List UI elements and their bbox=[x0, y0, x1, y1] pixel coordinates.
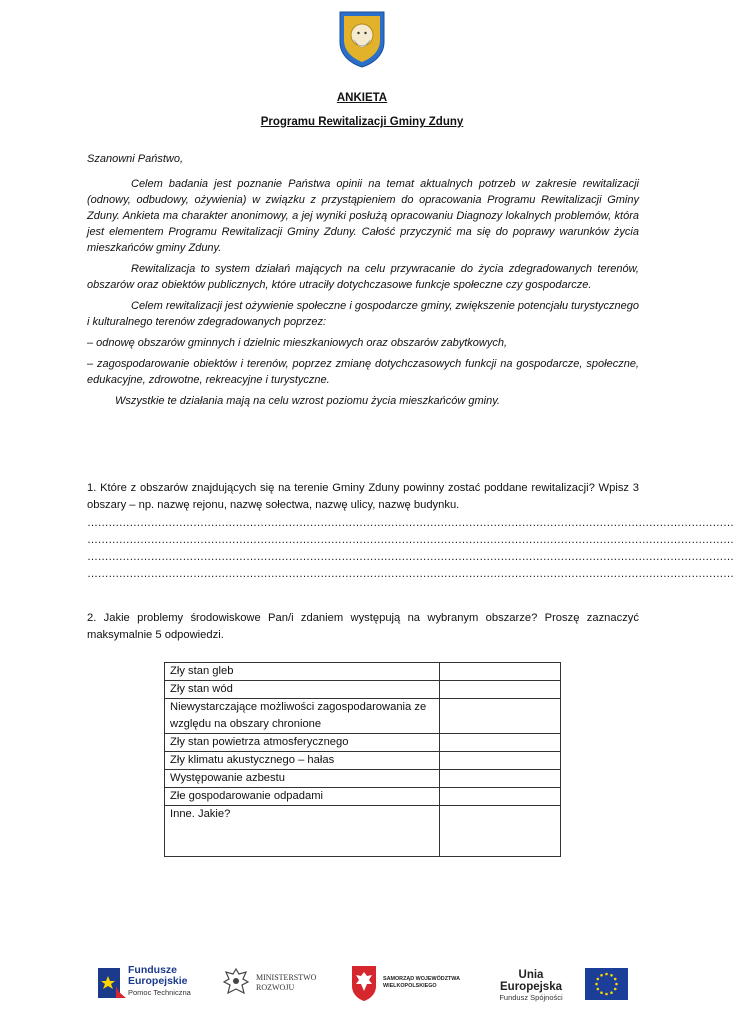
option-checkbox-cell[interactable] bbox=[440, 806, 561, 857]
options-table bbox=[164, 662, 561, 857]
intro-paragraph-3: Celem rewitalizacji jest ożywienie społeczne i gospodarcze gminy, zwiększenie potencjału turystycznego i kulturalnego terenów zdegradowanych poprzez: bbox=[87, 300, 639, 328]
zduny-coat-of-arms-icon bbox=[338, 10, 386, 68]
answer-line[interactable]: ………………………………………………………………………………………………………………………………………………………………… bbox=[87, 568, 734, 580]
ministerstwo-rozwoju-logo bbox=[222, 966, 332, 1006]
wlkp-line-1: SAMORZĄD WOJEWÓDZTWA bbox=[383, 976, 460, 982]
question-2 bbox=[87, 610, 639, 644]
wielkopolska-logo bbox=[350, 964, 470, 1008]
fe-stars-icon bbox=[96, 964, 126, 1004]
table-row bbox=[165, 699, 561, 734]
intro-bullet-1: – odnowę obszarów gminnych i dzielnic mieszkaniowych oraz obszarów zabytkowych, bbox=[87, 337, 508, 349]
fe-line-1: Fundusze bbox=[128, 964, 177, 976]
intro-paragraph-1: Celem badania jest poznanie Państwa opinii na temat aktualnych potrzeb w zakresie rewitalizacji (odnowy, odbudowy, ożywienia) w związku z przystąpieniem do opracowania Programu Rewitalizacji Gminy Zduny. Ankieta ma charakter anonimowy, a jej wyniki posłużą opracowaniu Diagnozy lokalnych problemów, która jest elementem Programu Rewitalizacji Gminy Zduny. Całość przyczynić ma się do poprawy warunków życia mieszkańców gminy Zduny. bbox=[87, 178, 639, 254]
option-label: Zły stan gleb bbox=[165, 663, 440, 681]
table-row bbox=[165, 681, 561, 699]
footer-logos bbox=[0, 962, 724, 1012]
option-checkbox-cell[interactable] bbox=[440, 752, 561, 770]
intro-paragraph-2: Rewitalizacja to system działań mających na celu przywracanie do życia zdegradowanych terenów, obszarów oraz obiektów publicznych, które utraciły dotychczasowe funkcje społeczne czy gospodarcze. bbox=[87, 263, 639, 291]
wielkopolska-eagle-icon bbox=[350, 964, 378, 1002]
intro-bullet-2: – zagospodarowanie obiektów i terenów, poprzez zmianę dotychczasowych funkcji na gospodarcze, społeczne, edukacyjne, zdrowotne, rekreacyjne i turystyczne. bbox=[87, 358, 639, 386]
option-label: Występowanie azbestu bbox=[165, 770, 440, 788]
option-checkbox-cell[interactable] bbox=[440, 770, 561, 788]
option-label: Zły stan wód bbox=[165, 681, 440, 699]
fe-line-3: Pomoc Techniczna bbox=[128, 988, 191, 997]
option-checkbox-cell[interactable] bbox=[440, 699, 561, 734]
option-checkbox-cell[interactable] bbox=[440, 681, 561, 699]
option-label: Zły stan powietrza atmosferycznego bbox=[165, 734, 440, 752]
option-checkbox-cell[interactable] bbox=[440, 663, 561, 681]
table-row bbox=[165, 788, 561, 806]
ue-line-2: Fundusz Spójności bbox=[499, 993, 563, 1002]
intro-paragraph-4: Wszystkie te działania mają na celu wzrost poziomu życia mieszkańców gminy. bbox=[115, 395, 500, 407]
table-row bbox=[165, 752, 561, 770]
fundusze-europejskie-logo bbox=[96, 962, 216, 1008]
table-row bbox=[165, 806, 561, 857]
answer-lines bbox=[87, 515, 734, 583]
greeting: Szanowni Państwo, bbox=[87, 153, 183, 165]
question-1-text: 1. Które z obszarów znajdujących się na terenie Gminy Zduny powinny zostać poddane rewitalizacji? Wpisz 3 obszary – np. nazwę rejonu, nazwę sołectwa, nazwę ulicy, nazwę budynku. bbox=[87, 482, 639, 511]
table-row bbox=[165, 770, 561, 788]
eu-flag-icon bbox=[585, 968, 628, 1000]
answer-line[interactable]: ………………………………………………………………………………………………………………………………………………………………… bbox=[87, 551, 734, 563]
answer-line[interactable]: ………………………………………………………………………………………………………………………………………………………………… bbox=[87, 517, 734, 529]
ue-line-1: Unia Europejska bbox=[500, 969, 562, 993]
option-label: Zły klimatu akustycznego – hałas bbox=[165, 752, 440, 770]
fe-line-2: Europejskie bbox=[128, 975, 188, 987]
option-checkbox-cell[interactable] bbox=[440, 788, 561, 806]
option-label: Złe gospodarowanie odpadami bbox=[165, 788, 440, 806]
option-label: Niewystarczające możliwości zagospodarowania ze względu na obszary chronione bbox=[165, 699, 440, 734]
document-subtitle: Programu Rewitalizacji Gminy Zduny bbox=[260, 116, 464, 128]
question-1 bbox=[87, 480, 734, 583]
wlkp-line-2: WIELKOPOLSKIEGO bbox=[383, 983, 437, 989]
document-title: ANKIETA bbox=[336, 92, 388, 104]
option-checkbox-cell[interactable] bbox=[440, 734, 561, 752]
answer-line[interactable]: ………………………………………………………………………………………………………………………………………………………………… bbox=[87, 534, 734, 546]
min-line-2: ROZWOJU bbox=[256, 983, 295, 992]
table-row bbox=[165, 663, 561, 681]
unia-europejska-logo bbox=[487, 965, 632, 1009]
question-2-text: 2. Jakie problemy środowiskowe Pan/i zdaniem występują na wybranym obszarze? Proszę zaznaczyć maksymalnie 5 odpowiedzi. bbox=[87, 612, 639, 641]
min-line-1: MINISTERSTWO bbox=[256, 973, 317, 982]
table-row bbox=[165, 734, 561, 752]
option-label: Inne. Jakie? bbox=[165, 806, 440, 857]
intro-section bbox=[87, 151, 639, 409]
polish-eagle-icon bbox=[222, 966, 250, 1000]
